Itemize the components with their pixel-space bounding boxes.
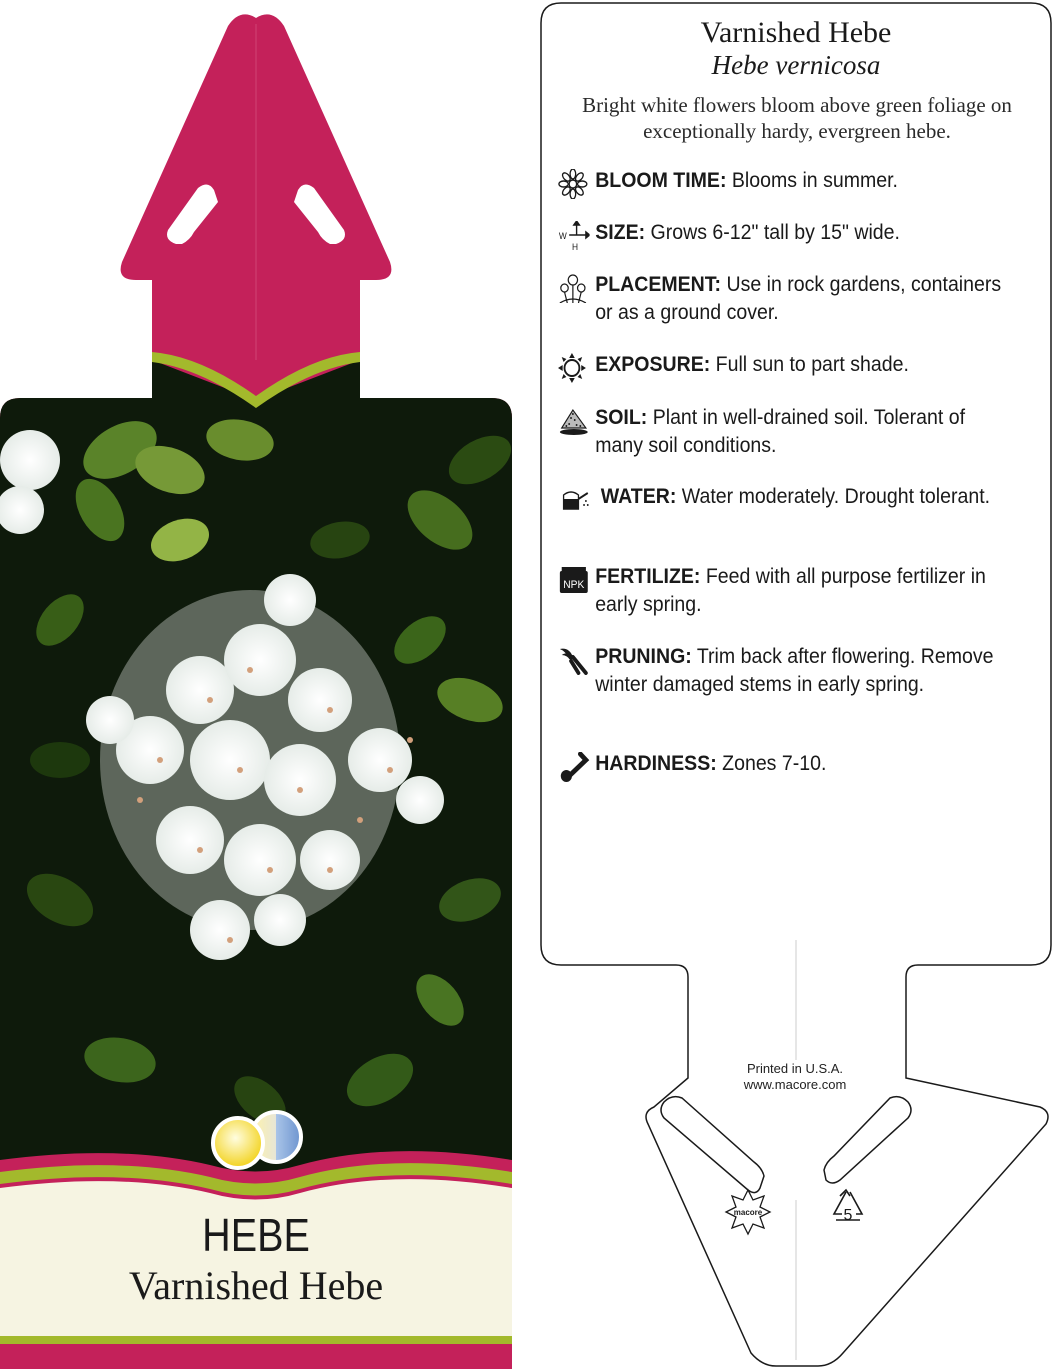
care-label: FERTILIZE: [595,565,701,588]
care-text: Full sun to part shade. [710,353,909,376]
care-text: Use in rock gardens, containers or as a ground cover. [595,273,1002,324]
front-common-name: Varnished Hebe [128,1263,384,1308]
care-text: Feed with all purpose fertilizer in early spring. [595,565,986,616]
care-label: PRUNING: [595,645,692,668]
pruners-icon [558,645,590,675]
soil-pile-icon [558,406,590,436]
printed-in-text: Printed in U.S.A. [746,1061,844,1076]
front-genus-name: HEBE [202,1209,310,1261]
care-text: Zones 7-10. [716,752,827,775]
size-w-letter: W [558,230,567,242]
back-latin-name: Hebe vernicosa [711,50,881,80]
care-label: SOIL: [595,406,648,429]
care-text: Blooms in summer. [726,169,898,192]
care-text: Water moderately. Drought tolerant. [676,485,991,508]
size-h-letter: H [571,241,578,251]
care-label: HARDINESS: [595,752,717,775]
watering-can-icon [558,485,590,515]
sun-icon [558,353,590,383]
recycle-number: 5 [843,1207,853,1224]
npk-label: NPK [563,578,585,592]
care-text: Grows 6-12" tall by 15" wide. [645,221,900,244]
care-label: PLACEMENT: [595,273,722,296]
care-label: EXPOSURE: [595,353,711,376]
printed-info [680,1061,910,1093]
care-label: WATER: [600,485,677,508]
placement-flowers-icon [558,273,590,303]
macore-logo-text: macore [733,1208,763,1217]
website-link[interactable]: www.macore.com [743,1077,847,1092]
care-text: Trim back after flowering. Remove winter damaged stems in early spring. [595,645,994,696]
flower-icon [558,169,590,199]
back-title: Varnished Hebe [700,16,892,49]
size-arrows-icon [558,221,590,251]
care-label: BLOOM TIME: [595,169,727,192]
back-description: Bright white flowers bloom above green foliage on exceptionally hardy, evergreen hebe. [582,93,1012,143]
care-label: SIZE: [595,221,646,244]
care-text: Plant in well-drained soil. Tolerant of many soil conditions. [595,406,966,457]
fertilizer-can-icon [558,565,590,595]
thermometer-icon [558,752,590,782]
